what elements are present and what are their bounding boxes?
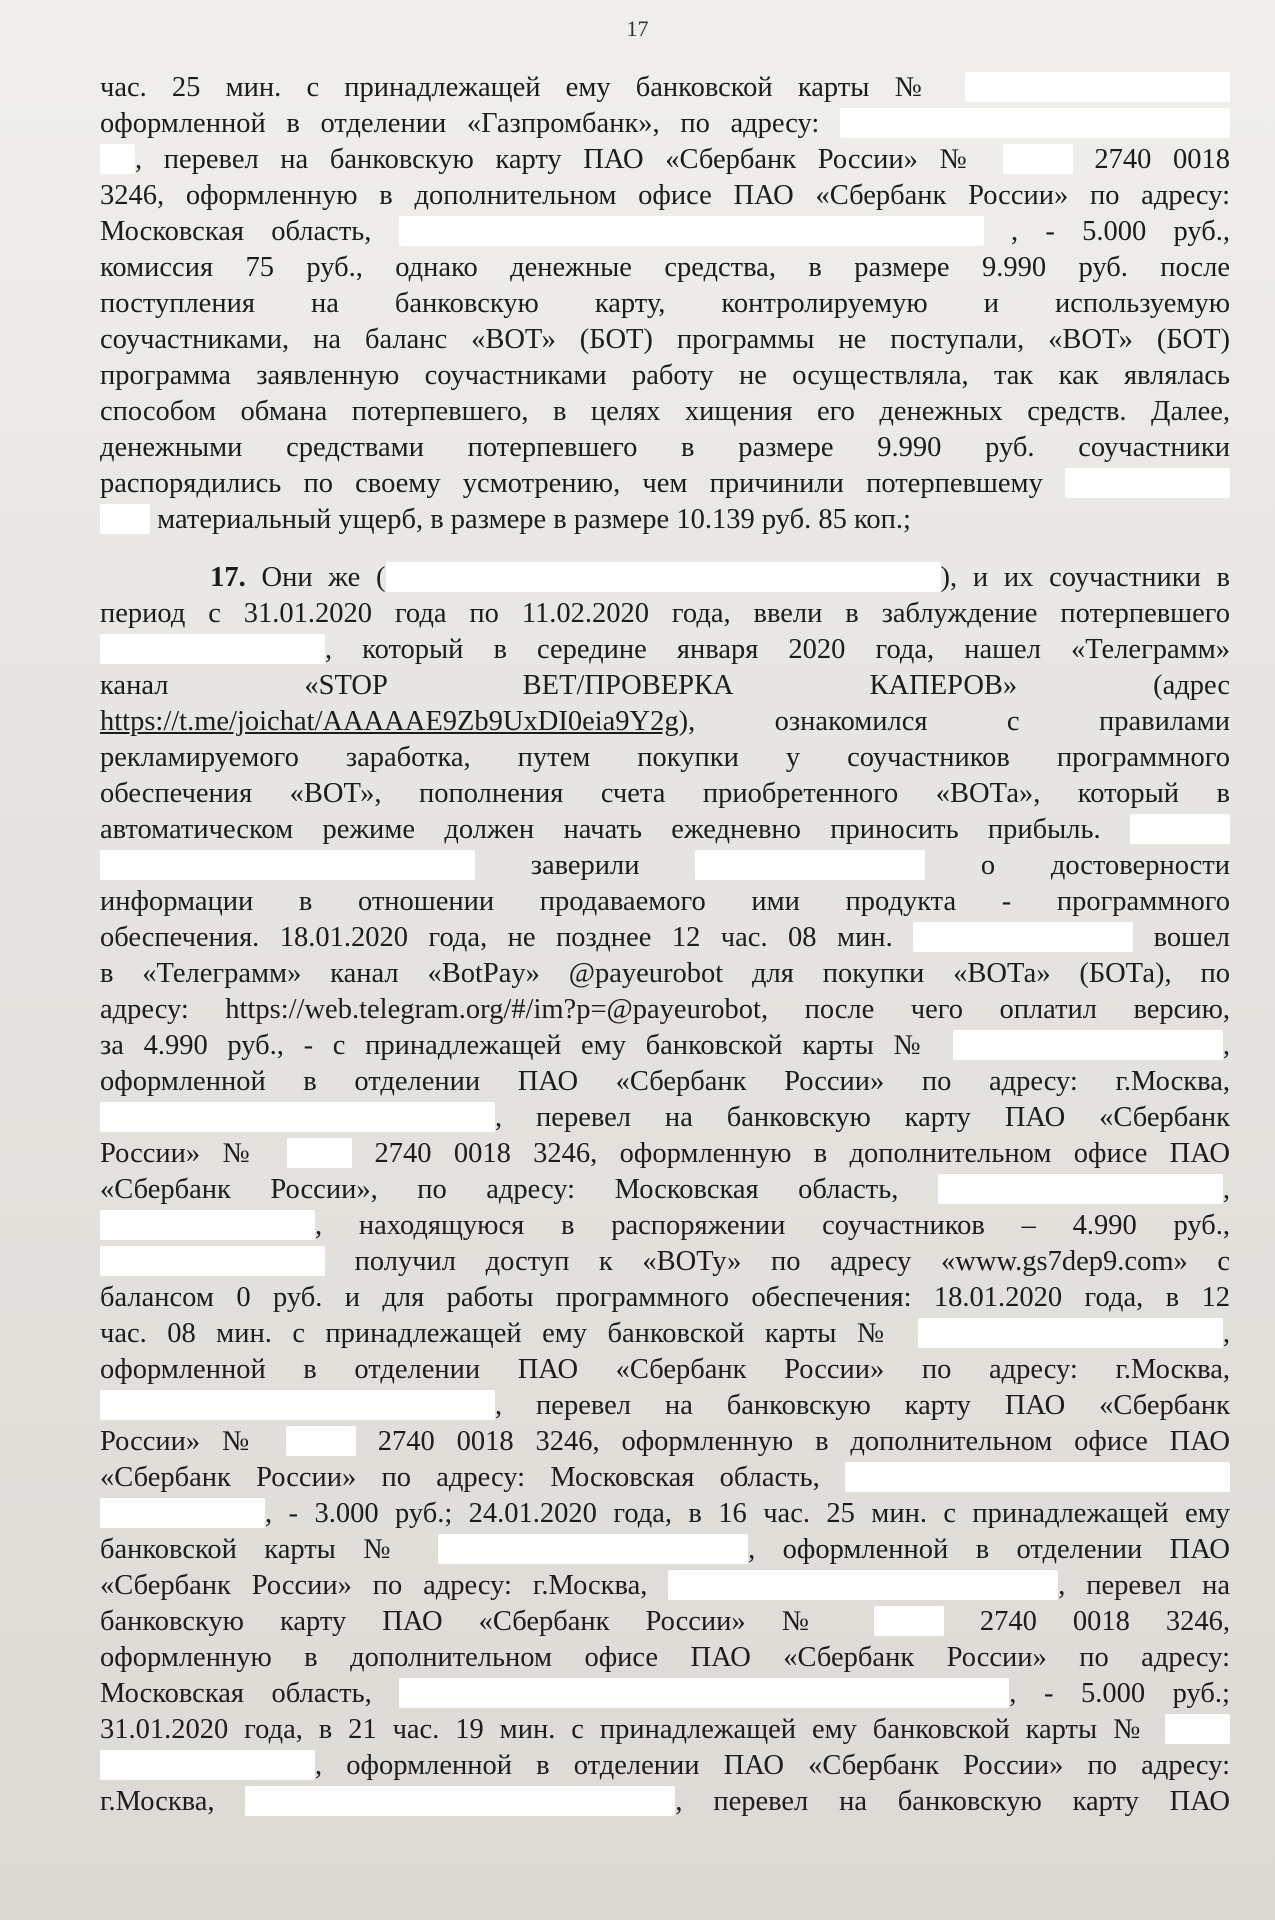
text-line: https://t.me/joichat/AAAAAE9Zb9UxDI0eia9Y2g), ознакомился с правилами bbox=[100, 706, 1230, 737]
redaction-box bbox=[938, 1174, 1223, 1204]
redaction-box bbox=[695, 850, 925, 880]
text-line: программа заявленную соучастниками работу не осуществляла, так как являлась bbox=[100, 360, 1230, 391]
text-line: рекламируемого заработка, путем покупки у соучастников программного bbox=[100, 742, 1230, 773]
text-line: в «Телеграмм» канал «BotPay» @payeurobot для покупки «ВОТа» (БОТа), по bbox=[100, 958, 1230, 989]
text-line: , находящуюся в распоряжении соучастников – 4.990 руб., bbox=[100, 1208, 1230, 1244]
redaction-box bbox=[100, 850, 475, 880]
text-line: канал «STOP BET/ПРОВЕРКА КАПЕРОВ» (адрес bbox=[100, 670, 1230, 701]
redaction-box bbox=[100, 504, 150, 534]
redaction-box bbox=[100, 634, 325, 664]
text-line: период с 31.01.2020 года по 11.02.2020 года, ввели в заблуждение потерпевшего bbox=[100, 598, 1230, 629]
redaction-box bbox=[845, 1462, 1230, 1492]
redaction-box bbox=[100, 1246, 325, 1276]
page-number: 17 bbox=[626, 16, 649, 41]
redaction-box bbox=[874, 1606, 944, 1636]
redaction-box bbox=[100, 144, 135, 174]
redaction-box bbox=[668, 1570, 1058, 1600]
text-line: денежными средствами потерпевшего в размере 9.990 руб. соучастники bbox=[100, 432, 1230, 463]
redaction-box bbox=[286, 1426, 356, 1456]
text-line: оформленной в отделении ПАО «Сбербанк России» по адресу: г.Москва, bbox=[100, 1354, 1230, 1385]
redaction-box bbox=[245, 1786, 675, 1816]
text-line: распорядились по своему усмотрению, чем причинили потерпевшему bbox=[100, 466, 1230, 502]
text-line: , перевел на банковскую карту ПАО «Сбербанк bbox=[100, 1100, 1230, 1136]
text-line: информации в отношении продаваемого ими продукта - программного bbox=[100, 886, 1230, 917]
text-line: оформленную в дополнительном офисе ПАО «Сбербанк России» по адресу: bbox=[100, 1642, 1230, 1673]
text-line: материальный ущерб, в размере в размере 10.139 руб. 85 коп.; bbox=[100, 502, 1230, 538]
text-line: «Сбербанк России» по адресу: г.Москва, , перевел на bbox=[100, 1570, 1230, 1601]
text-line: 31.01.2020 года, в 21 час. 19 мин. с принадлежащей ему банковской карты № bbox=[100, 1712, 1230, 1748]
text-line: 3246, оформленную в дополнительном офисе ПАО «Сбербанк России» по адресу: bbox=[100, 180, 1230, 211]
redaction-box bbox=[100, 1498, 265, 1528]
item-number: 17. bbox=[210, 562, 246, 593]
text-line: Московская область, , - 5.000 руб., bbox=[100, 216, 1230, 247]
redaction-box bbox=[100, 1102, 495, 1132]
text-line: час. 25 мин. с принадлежащей ему банковской карты № bbox=[100, 70, 1230, 106]
redaction-box bbox=[1065, 468, 1230, 498]
text-line: «Сбербанк России» по адресу: Московская область, bbox=[100, 1460, 1230, 1496]
redaction-box bbox=[953, 1030, 1223, 1060]
text-line: получил доступ к «ВОТу» по адресу «www.gs7dep9.com» с bbox=[100, 1244, 1230, 1280]
text-line: , оформленной в отделении ПАО «Сбербанк России» по адресу: bbox=[100, 1748, 1230, 1784]
text-line: комиссия 75 руб., однако денежные средства, в размере 9.990 руб. после bbox=[100, 252, 1230, 283]
text-line: автоматическом режиме должен начать ежедневно приносить прибыль. bbox=[100, 812, 1230, 848]
redaction-box bbox=[100, 1210, 315, 1240]
text-line: способом обмана потерпевшего, в целях хищения его денежных средств. Далее, bbox=[100, 396, 1230, 427]
redaction-box bbox=[965, 72, 1230, 102]
redaction-box bbox=[1130, 814, 1230, 844]
redaction-box bbox=[287, 1138, 352, 1168]
text-line: соучастниками, на баланс «ВОТ» (БОТ) программы не поступали, «ВОТ» (БОТ) bbox=[100, 324, 1230, 355]
text-line: , - 3.000 руб.; 24.01.2020 года, в 16 час. 25 мин. с принадлежащей ему bbox=[100, 1496, 1230, 1532]
redaction-box bbox=[1165, 1714, 1230, 1744]
text-line: России» № 2740 0018 3246, оформленную в дополнительном офисе ПАО bbox=[100, 1426, 1230, 1457]
redaction-box bbox=[386, 562, 941, 592]
text-line: оформленной в отделении «Газпромбанк», по адресу: bbox=[100, 106, 1230, 142]
redaction-box bbox=[399, 216, 984, 246]
text-line: «Сбербанк России», по адресу: Московская область, , bbox=[100, 1174, 1230, 1205]
text-line: г.Москва, , перевел на банковскую карту ПАО bbox=[100, 1786, 1230, 1817]
text-line: обеспечения «ВОТ», пополнения счета приобретенного «ВОТа», который в bbox=[100, 778, 1230, 809]
text-line: за 4.990 руб., - с принадлежащей ему банковской карты № , bbox=[100, 1030, 1230, 1061]
redaction-box bbox=[1003, 144, 1073, 174]
redaction-box bbox=[399, 1678, 1009, 1708]
text-line: банковскую карту ПАО «Сбербанк России» № 2740 0018 3246, bbox=[100, 1606, 1230, 1637]
text-line: , который в середине января 2020 года, нашел «Телеграмм» bbox=[100, 632, 1230, 668]
document-body bbox=[100, 70, 1230, 1820]
redaction-box bbox=[918, 1318, 1223, 1348]
redaction-box bbox=[100, 1390, 495, 1420]
text-line: оформленной в отделении ПАО «Сбербанк России» по адресу: г.Москва, bbox=[100, 1066, 1230, 1097]
text-line: час. 08 мин. с принадлежащей ему банковской карты № , bbox=[100, 1318, 1230, 1349]
redaction-box bbox=[438, 1534, 748, 1564]
text-line: поступления на банковскую карту, контролируемую и используемую bbox=[100, 288, 1230, 319]
text-line: обеспечения. 18.01.2020 года, не позднее 12 час. 08 мин. вошел bbox=[100, 922, 1230, 953]
text-line: , перевел на банковскую карту ПАО «Сбербанк России» № 2740 0018 bbox=[100, 142, 1230, 178]
text-line: заверили о достоверности bbox=[100, 848, 1230, 884]
text-line: Московская область, , - 5.000 руб.; bbox=[100, 1678, 1230, 1709]
redaction-box bbox=[913, 922, 1133, 952]
redaction-box bbox=[840, 108, 1230, 138]
text-line: адресу: https://web.telegram.org/#/im?p=@payeurobot, после чего оплатил версию, bbox=[100, 994, 1230, 1025]
text-line: банковской карты № , оформленной в отделении ПАО bbox=[100, 1534, 1230, 1565]
text-line: балансом 0 руб. и для работы программного обеспечения: 18.01.2020 года, в 12 bbox=[100, 1282, 1230, 1313]
text-line: России» № 2740 0018 3246, оформленную в дополнительном офисе ПАО bbox=[100, 1138, 1230, 1169]
text-line: 17. Они же ( ), и их соучастники в bbox=[210, 562, 1230, 593]
redaction-box bbox=[100, 1750, 315, 1780]
text-line: , перевел на банковскую карту ПАО «Сбербанк bbox=[100, 1388, 1230, 1424]
telegram-link[interactable]: https://t.me/joichat/AAAAAE9Zb9UxDI0eia9Y2g bbox=[100, 706, 679, 737]
